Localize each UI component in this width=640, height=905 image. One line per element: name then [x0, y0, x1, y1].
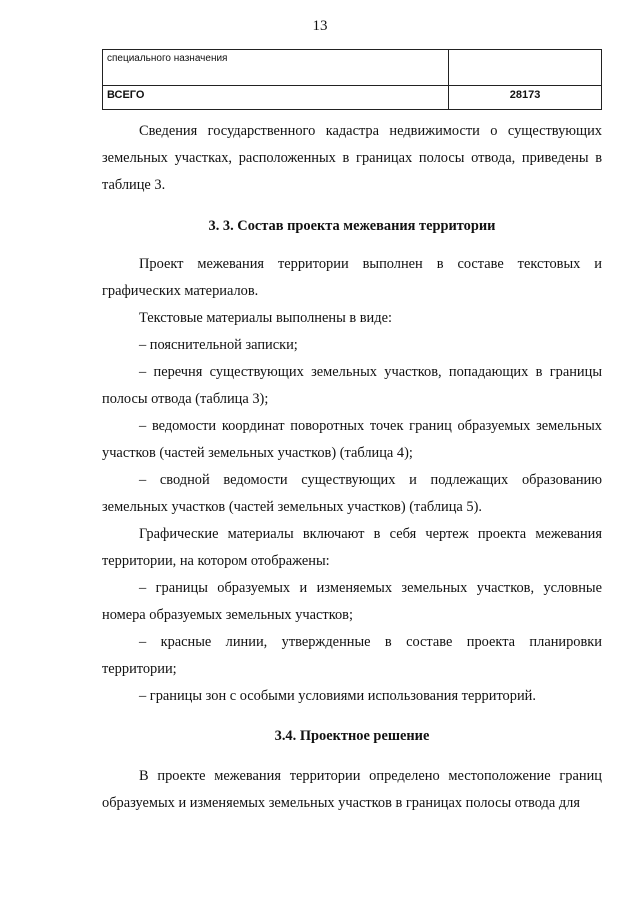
- document-body: [102, 118, 602, 817]
- paragraph: Текстовые материалы выполнены в виде:: [139, 310, 392, 326]
- list-item: – сводной ведомости существующих и подлежащих образованию земельных участков (частей земельных участков) (таблица 5).: [102, 472, 602, 515]
- page-number: 13: [312, 18, 328, 34]
- list-item: – перечня существующих земельных участков, попадающих в границы полосы отвода (таблица 3);: [102, 364, 602, 407]
- table-row-total: [103, 86, 602, 110]
- table-cell-total-value: 28173: [449, 86, 602, 110]
- area-table: [102, 49, 602, 110]
- table-cell-label: специального назначения: [103, 50, 449, 86]
- list-item: – границы образуемых и изменяемых земельных участков, условные номера образуемых земельных участков;: [102, 580, 602, 623]
- table-row: [103, 50, 602, 86]
- paragraph: Графические материалы включают в себя чертеж проекта межевания территории, на котором отображены:: [102, 526, 602, 569]
- list-item: – ведомости координат поворотных точек границ образуемых земельных участков (частей земельных участков) (таблица 4);: [102, 418, 602, 461]
- section-heading: 3. 3. Состав проекта межевания территории: [208, 218, 496, 234]
- paragraph: Проект межевания территории выполнен в составе текстовых и графических материалов.: [102, 256, 602, 299]
- section-heading: 3.4. Проектное решение: [274, 728, 430, 744]
- list-item: – красные линии, утвержденные в составе проекта планировки территории;: [102, 634, 602, 677]
- table-cell-value: [449, 50, 602, 86]
- table-cell-total-label: ВСЕГО: [103, 86, 449, 110]
- paragraph: Сведения государственного кадастра недвижимости о существующих земельных участках, расположенных в границах полосы отвода, приведены в таблице 3.: [102, 123, 602, 193]
- list-item: – пояснительной записки;: [139, 337, 298, 353]
- list-item: – границы зон с особыми условиями использования территорий.: [139, 688, 536, 704]
- paragraph: В проекте межевания территории определено местоположение границ образуемых и изменяемых земельных участков в границах полосы отвода для: [102, 768, 602, 811]
